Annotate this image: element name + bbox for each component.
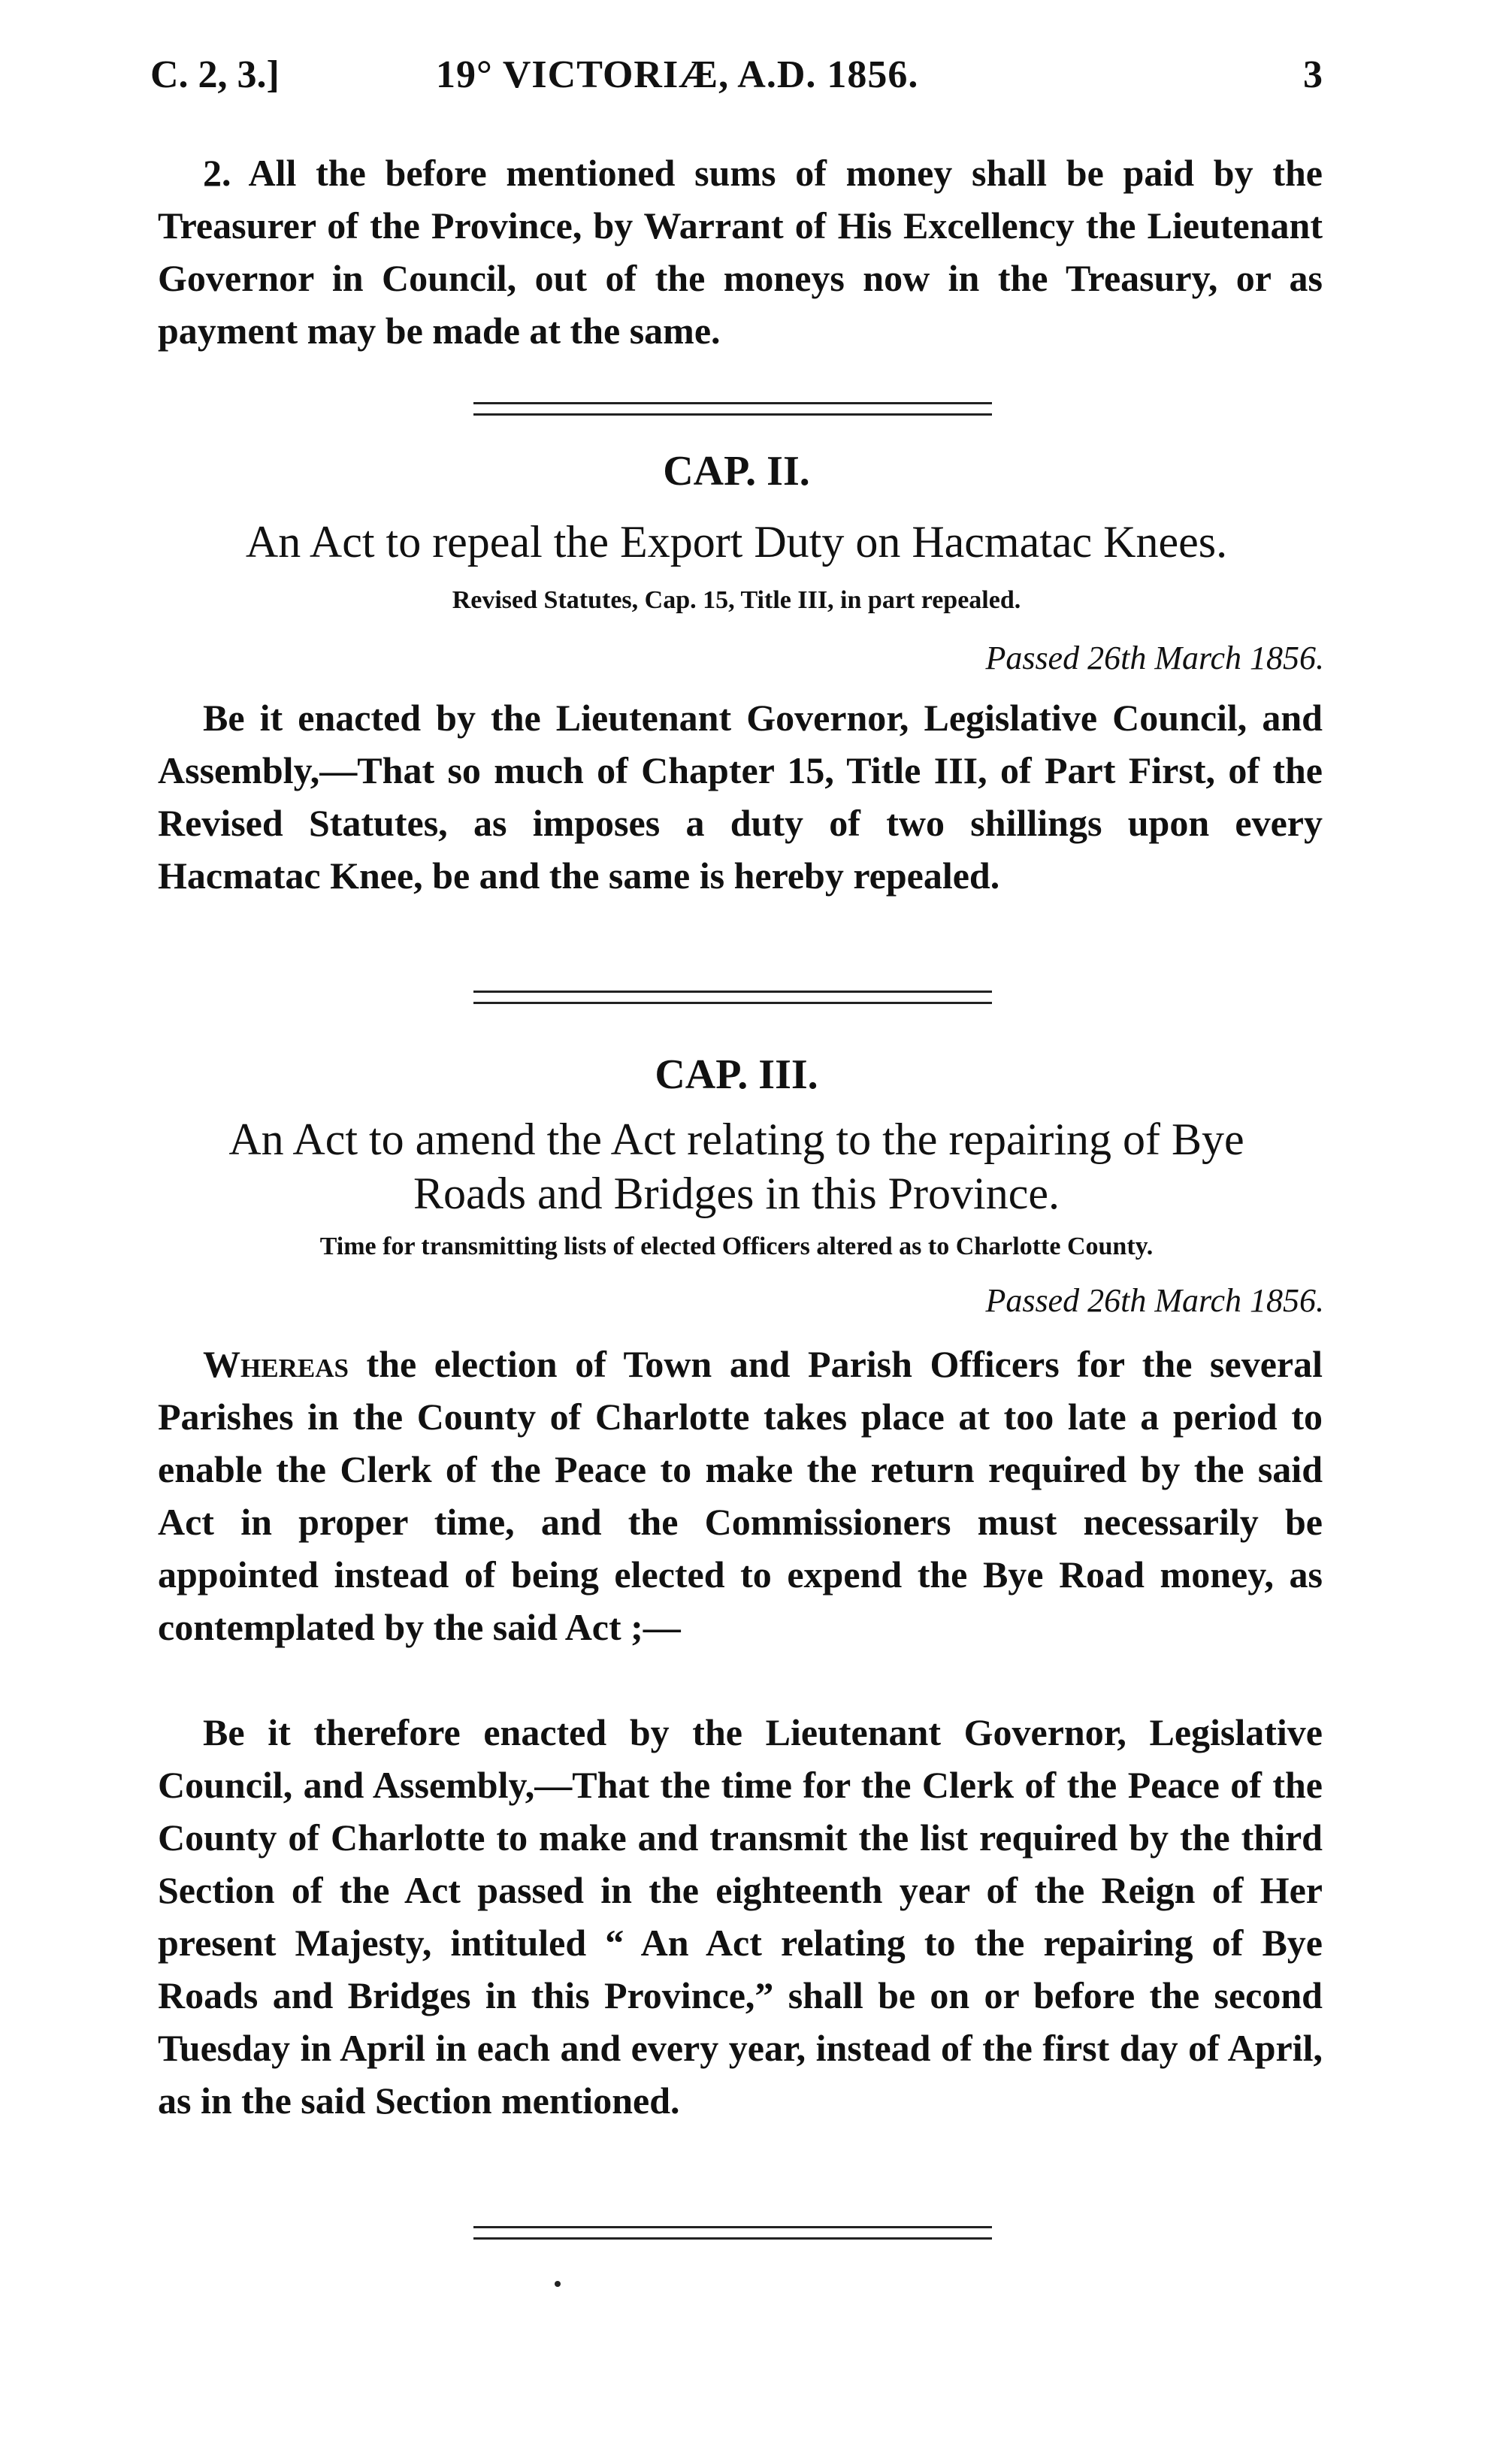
- cap-3-heading: CAP. III.: [655, 1051, 818, 1098]
- section-2-text: 2. All the before mentioned sums of money shall be paid by the Treasurer of the Province, by Warrant of His Excellency the Lieutenant Governor in Council, out of the moneys now in the Treasury, or as payment may be made at the same.: [158, 152, 1323, 352]
- cap-3-title-line-1: An Act to amend the Act relating to the repairing of Bye: [228, 1115, 1244, 1164]
- cap-3-title-line-2: Roads and Bridges in this Province.: [413, 1169, 1060, 1218]
- cap-3-passed-date: Passed 26th March 1856.: [985, 1282, 1324, 1319]
- cap-2-marginal-note: Revised Statutes, Cap. 15, Title III, in part repealed.: [452, 586, 1021, 614]
- cap-3-enacting-text: Be it therefore enacted by the Lieutenant Governor, Legislative Council, and Assembly,—That the time for the Clerk of the Peace of the County of Charlotte to make and transmit the list required by the third Section of the Act passed in the eighteenth year of the Reign of Her present Majesty, intituled “ An Act relating to the repairing of Bye Roads and Bridges in this Province,” shall be on or before the second Tuesday in April in each and every year, instead of the first day of April, as in the said Section mentioned.: [158, 1711, 1323, 2122]
- cap-2-enacting-text: Be it enacted by the Lieutenant Governor, Legislative Council, and Assembly,—That so much of Chapter 15, Title III, of Part First, of the Revised Statutes, as imposes a duty of two shillings upon every Hacmatac Knee, be and the same is hereby repealed.: [158, 697, 1323, 897]
- running-head: [150, 53, 1323, 113]
- section-divider: [473, 402, 992, 416]
- regnal-year: 19° VICTORIÆ, A.D. 1856.: [436, 53, 919, 96]
- preamble-body: the election of Town and Parish Officers for the several Parishes in the County of Charlotte takes place at too late a period to enable the Clerk of the Peace to make the return required by the said Act in proper time, and the Commissioners must necessarily be appointed instead of being elected to expend the Bye Road money, as contemplated by the said Act ;—: [158, 1343, 1323, 1648]
- section-divider: [473, 991, 992, 1004]
- whereas-lead: Whereas: [203, 1343, 349, 1385]
- print-speck: [555, 2281, 561, 2287]
- end-rule: [473, 2226, 992, 2240]
- cap-3-marginal-note: Time for transmitting lists of elected Officers altered as to Charlotte County.: [319, 1233, 1154, 1260]
- cap-2-passed-date: Passed 26th March 1856.: [985, 640, 1324, 676]
- page-number: 3: [1303, 53, 1323, 96]
- chapter-reference: C. 2, 3.]: [150, 53, 280, 96]
- cap-2-heading: CAP. II.: [663, 448, 810, 495]
- cap-3-preamble: [158, 1338, 1323, 1653]
- cap-2-title: An Act to repeal the Export Duty on Hacmatac Knees.: [245, 517, 1228, 567]
